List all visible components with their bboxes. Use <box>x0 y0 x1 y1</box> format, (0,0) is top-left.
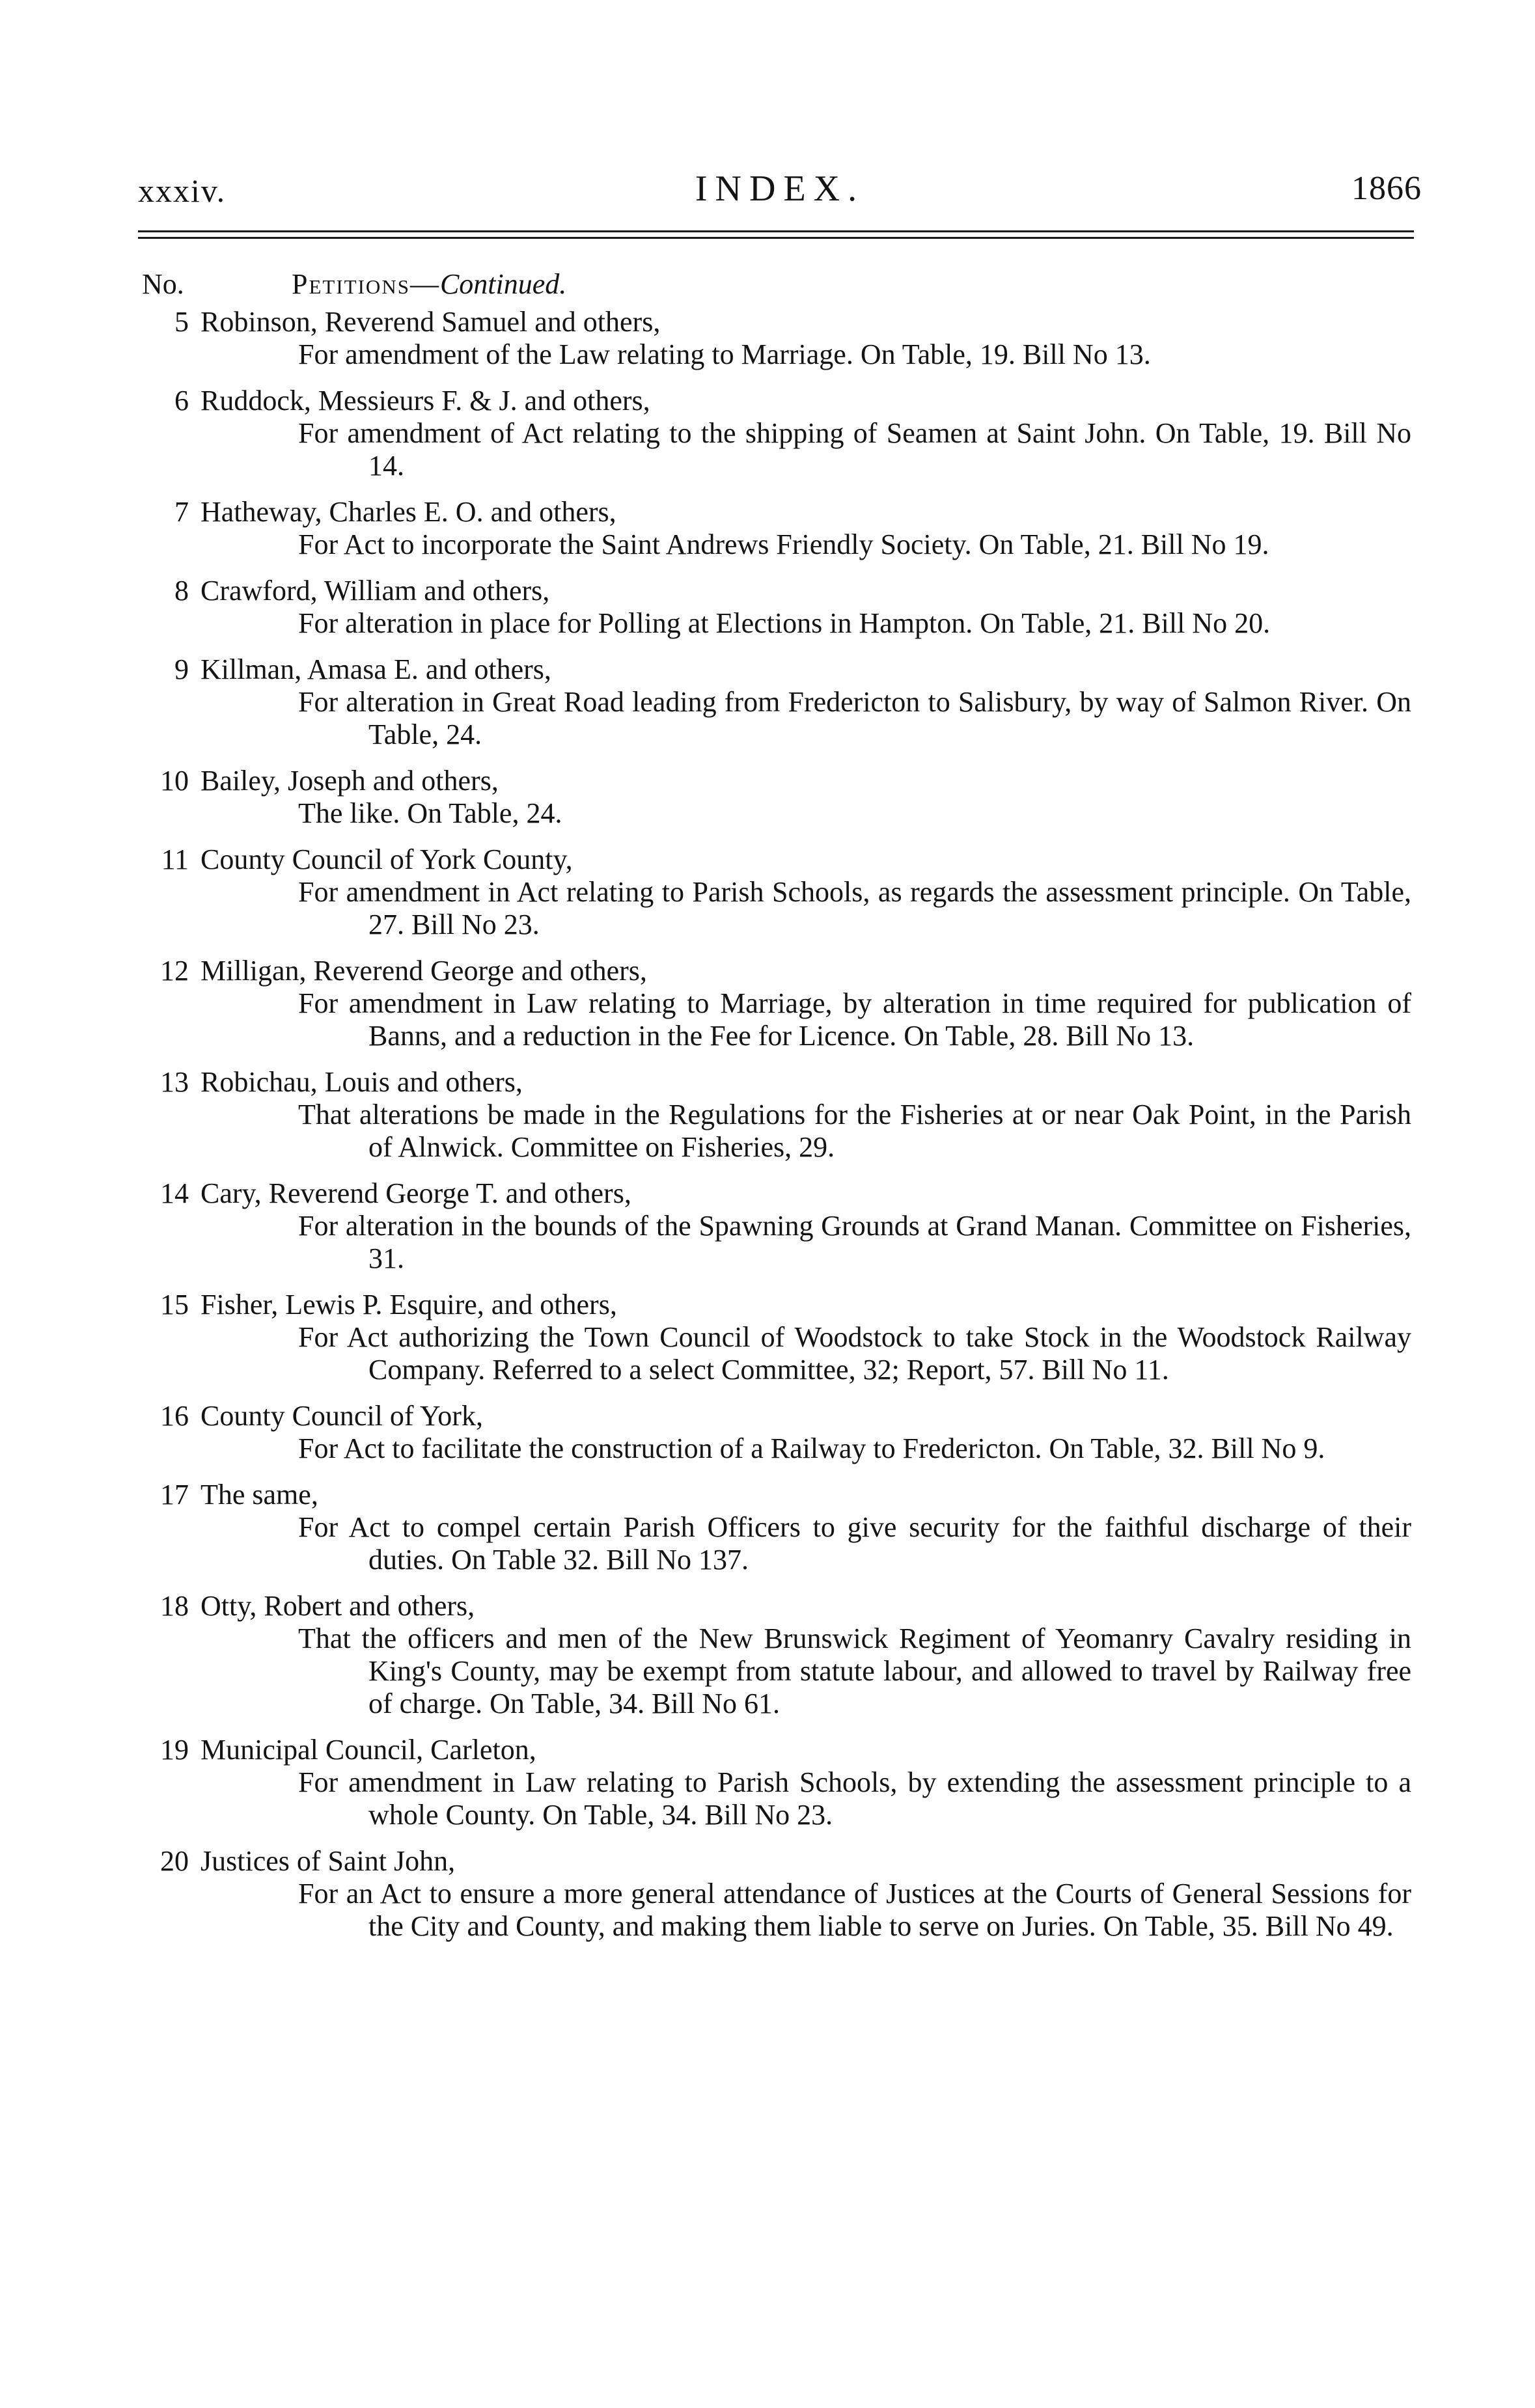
page-header <box>138 168 1422 220</box>
petition-header <box>142 1479 1424 1511</box>
petition-header <box>142 1845 1424 1878</box>
petition-entry <box>142 653 1424 751</box>
petition-number: 18 <box>160 1590 189 1622</box>
petition-description: For Act to facilitate the construction of a Railway to Fredericton. On Table, 32. Bill No 9. <box>298 1432 1325 1464</box>
petitioner-name: Cary, Reverend George T. and others, <box>201 1177 631 1209</box>
petition-number: 12 <box>160 955 189 987</box>
petition-entry <box>142 1066 1424 1164</box>
petition-description: For alteration in the bounds of the Spawning Grounds at Grand Manan. Committee on Fisheries, 31. <box>298 1210 1411 1274</box>
petition-header <box>142 1289 1424 1321</box>
petition-description: The like. On Table, 24. <box>298 797 562 829</box>
section-title: Petitions— <box>292 268 440 300</box>
petition-entry <box>142 496 1424 561</box>
petition-entry <box>142 843 1424 941</box>
petitioner-name: Justices of Saint John, <box>201 1845 456 1877</box>
header-rule-top <box>138 230 1414 232</box>
petitioner-name: Robichau, Louis and others, <box>201 1066 523 1098</box>
petition-header <box>142 1590 1424 1622</box>
number-column-label: No. <box>142 268 184 300</box>
petition-number: 8 <box>174 575 189 607</box>
petition-description: For amendment of the Law relating to Marriage. On Table, 19. Bill No 13. <box>298 338 1151 370</box>
petition-number: 19 <box>160 1734 189 1766</box>
petitioner-name: Robinson, Reverend Samuel and others, <box>201 306 661 338</box>
petition-header <box>142 575 1424 607</box>
petition-description: For amendment in Law relating to Parish Schools, by extending the assessment principle to a whole County. On Table, 34. Bill No 23. <box>298 1766 1411 1831</box>
petition-description: For amendment of Act relating to the shipping of Seamen at Saint John. On Table, 19. Bill No 14. <box>298 417 1411 482</box>
petition-number: 20 <box>160 1845 189 1877</box>
petitioner-name: Milligan, Reverend George and others, <box>201 955 647 987</box>
petition-header <box>142 765 1424 797</box>
petitioner-name: Bailey, Joseph and others, <box>201 765 499 797</box>
petition-number: 16 <box>160 1400 189 1432</box>
petition-description: For amendment in Law relating to Marriage, by alteration in time required for publication of Banns, and a reduction in the Fee for Licence. On Table, 28. Bill No 13. <box>298 987 1411 1052</box>
petition-header <box>142 843 1424 876</box>
petitioner-name: Fisher, Lewis P. Esquire, and others, <box>201 1289 617 1320</box>
petition-entry <box>142 1590 1424 1720</box>
running-title: INDEX. <box>695 169 865 209</box>
petitioner-name: Otty, Robert and others, <box>201 1590 475 1622</box>
petition-entry <box>142 1845 1424 1943</box>
petition-number: 6 <box>174 385 189 417</box>
header-rule-bottom <box>138 237 1414 239</box>
petition-header <box>142 306 1424 338</box>
petition-number: 13 <box>160 1066 189 1098</box>
petition-entry <box>142 1734 1424 1831</box>
petition-header <box>142 653 1424 686</box>
petitioner-name: County Council of York County, <box>201 843 573 875</box>
petition-entry <box>142 1289 1424 1386</box>
petition-header <box>142 385 1424 417</box>
petition-description: For Act to compel certain Parish Officers to give security for the faithful discharge of their duties. On Table 32. Bill No 137. <box>298 1511 1411 1576</box>
petition-entry <box>142 575 1424 640</box>
petition-header <box>142 955 1424 987</box>
petitioner-name: The same, <box>201 1479 318 1511</box>
petitions-list <box>142 306 1424 1956</box>
petition-header <box>142 496 1424 528</box>
petition-description: For Act authorizing the Town Council of Woodstock to take Stock in the Woodstock Railway Company. Referred to a select Committee, 32; Report, 57. Bill No 11. <box>298 1321 1411 1386</box>
petitioner-name: Hatheway, Charles E. O. and others, <box>201 496 616 528</box>
petition-description: For alteration in place for Polling at Elections in Hampton. On Table, 21. Bill No 20. <box>298 607 1271 639</box>
petition-header <box>142 1400 1424 1432</box>
petition-description: For amendment in Act relating to Parish Schools, as regards the assessment principle. On Table, 27. Bill No 23. <box>298 876 1411 940</box>
petition-header <box>142 1177 1424 1210</box>
petition-description: That alterations be made in the Regulations for the Fisheries at or near Oak Point, in the Parish of Alnwick. Committee on Fisheries, 29. <box>298 1099 1411 1163</box>
section-continued: Continued. <box>439 268 567 300</box>
petition-header <box>142 1066 1424 1099</box>
petition-entry <box>142 385 1424 482</box>
petition-entry <box>142 765 1424 830</box>
petition-entry <box>142 1177 1424 1275</box>
petition-number: 5 <box>174 306 189 338</box>
petition-number: 11 <box>161 843 189 875</box>
petition-number: 14 <box>160 1177 189 1209</box>
petitioner-name: Municipal Council, Carleton, <box>201 1734 536 1766</box>
petitioner-name: Crawford, William and others, <box>201 575 550 607</box>
petitioner-name: Killman, Amasa E. and others, <box>201 653 551 685</box>
page-year: 1866 <box>1351 170 1422 207</box>
page-folio: xxxiv. <box>138 172 227 209</box>
petition-description: For Act to incorporate the Saint Andrews Friendly Society. On Table, 21. Bill No 19. <box>298 528 1269 560</box>
section-heading <box>142 268 1379 301</box>
petition-number: 9 <box>174 653 189 685</box>
petition-description: For an Act to ensure a more general attendance of Justices at the Courts of General Sessions for the City and County, and making them liable to serve on Juries. On Table, 35. Bill No 49. <box>298 1878 1411 1942</box>
petition-description: For alteration in Great Road leading from Fredericton to Salisbury, by way of Salmon River. On Table, 24. <box>298 686 1411 750</box>
petitioner-name: County Council of York, <box>201 1400 483 1432</box>
petition-number: 17 <box>160 1479 189 1511</box>
petition-entry <box>142 1479 1424 1576</box>
petition-entry <box>142 306 1424 371</box>
petition-number: 15 <box>160 1289 189 1320</box>
petition-entry <box>142 1400 1424 1465</box>
petition-description: That the officers and men of the New Brunswick Regiment of Yeomanry Cavalry residing in King's County, may be exempt from statute labour, and allowed to travel by Railway free of charge. On Table, 34. Bill No 61. <box>298 1622 1411 1719</box>
petition-entry <box>142 955 1424 1052</box>
petitioner-name: Ruddock, Messieurs F. & J. and others, <box>201 385 650 417</box>
petition-header <box>142 1734 1424 1766</box>
petition-number: 10 <box>160 765 189 797</box>
petition-number: 7 <box>174 496 189 528</box>
